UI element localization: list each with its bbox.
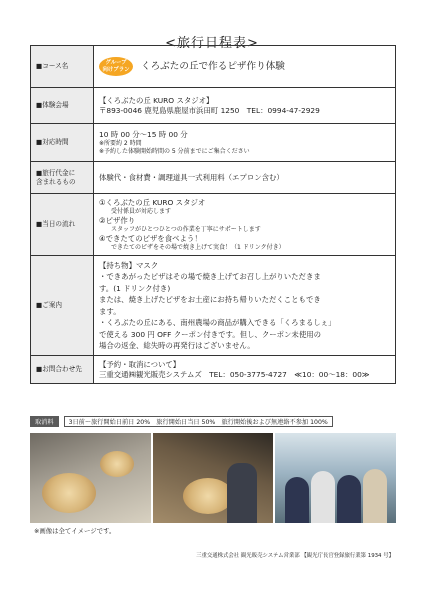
flow-step-2-sub: スタッフがひとつひとつの作業を丁寧にサポートします <box>111 225 261 233</box>
footer-company: 三重交通株式会社 観光販売システム営業部 【観光庁長官登録旅行業第 1934 号】 <box>196 553 394 559</box>
page-title: <旅行日程表> <box>165 36 259 51</box>
kitchen-photo <box>153 433 274 523</box>
guide-line-8: 場合の返金、総失時の再発行はございません。 <box>99 341 255 350</box>
guide-line-5: ます。 <box>99 306 121 316</box>
flow-label: ■当日の流れ <box>31 194 94 256</box>
course-value <box>94 46 396 88</box>
contact-label: ■お問合わせ先 <box>31 356 94 384</box>
time-label: ■対応時間 <box>31 124 94 162</box>
person-shape <box>285 477 309 523</box>
person-shape <box>363 469 387 523</box>
photo-strip <box>30 433 396 523</box>
contact-row <box>31 356 396 384</box>
venue-address: 〒893-0046 鹿児島県鹿屋市浜田町 1250 TEL：0994-47-2929 <box>99 105 320 115</box>
person-shape <box>311 471 335 523</box>
guide-line-1: 【持ち物】マスク <box>99 260 159 270</box>
time-note-2: ※予約した体験開始時間の 5 分前までにご集合ください <box>99 147 250 155</box>
guide-line-3: す。(1 ドリンク付き) <box>99 283 171 293</box>
contact-line-2: 三重交通㈱観光販売システムズ TEL：050-3775-4727 ≪10：00～18：00≫ <box>99 369 370 379</box>
group-plan-badge: グループ 向けプラン <box>99 57 133 76</box>
guide-line-7: で使える 300 円 OFF クーポン付きです。但し、クーポン未使用の <box>99 329 321 339</box>
guide-line-2: ・できあがったピザはその場で焼き上げてお召し上がりいただきま <box>99 272 321 281</box>
person-shape <box>337 475 361 523</box>
guide-line-4: または、焼き上げたピザをお土産にお持ち帰りいただくこともでき <box>99 295 321 304</box>
cancellation-fee-text: 3日前～旅行開始日前日 20% 旅行開始日当日 50% 旅行開始後および無連絡不参加 100% <box>64 416 333 427</box>
flow-step-3-sub: できたてのピザをその場で焼き上げて実食！（1 ドリンク付き） <box>111 243 285 251</box>
cancellation-fee-bar <box>30 416 396 427</box>
person-shape <box>227 463 257 523</box>
guide-line-6: ・くろぶたの丘にある、南州農場の商品が購入できる「くろまるしぇ」 <box>99 318 336 327</box>
fee-includes-row <box>31 162 396 194</box>
venue-name: 【くろぶたの丘 KURO スタジオ】 <box>99 95 214 105</box>
group-photo <box>275 433 396 523</box>
flow-step-1-sub: 受付係員が対応します <box>111 207 172 215</box>
course-name: くろぶたの丘で作るピザ作り体験 <box>141 60 285 72</box>
venue-row <box>31 88 396 124</box>
venue-label: ■体験会場 <box>31 88 94 124</box>
time-row <box>31 124 396 162</box>
guide-row <box>31 256 396 356</box>
cancellation-fee-tag: 取消料 <box>30 416 59 427</box>
flow-step-1: ①くろぶたの丘 KURO スタジオ <box>99 197 206 207</box>
pizza-making-photo <box>30 433 151 523</box>
pizza-dough-shape <box>42 473 96 513</box>
contact-line-1: 【予約・取消について】 <box>99 359 181 369</box>
image-note: ※画像は全てイメージです。 <box>34 527 116 535</box>
flow-row <box>31 194 396 256</box>
flow-step-3: ④できたてのピザを食べよう！ <box>99 233 202 243</box>
time-note-1: ※所要約 2 時間 <box>99 139 142 147</box>
schedule-table <box>30 45 396 384</box>
pizza-dough-shape <box>100 451 134 477</box>
course-row <box>31 46 396 88</box>
pizza-shape <box>183 478 233 514</box>
guide-label: ■ご案内 <box>31 256 94 356</box>
time-hours: 10 時 00 分～15 時 00 分 <box>99 129 188 139</box>
fee-includes-label: ■旅行代金に 含まれるもの <box>31 162 94 194</box>
course-label: ■コース名 <box>31 46 94 88</box>
flow-step-2: ②ピザ作り <box>99 215 136 225</box>
fee-includes-text: 体験代・食材費・調理道具一式利用料（エプロン含む） <box>94 162 396 194</box>
